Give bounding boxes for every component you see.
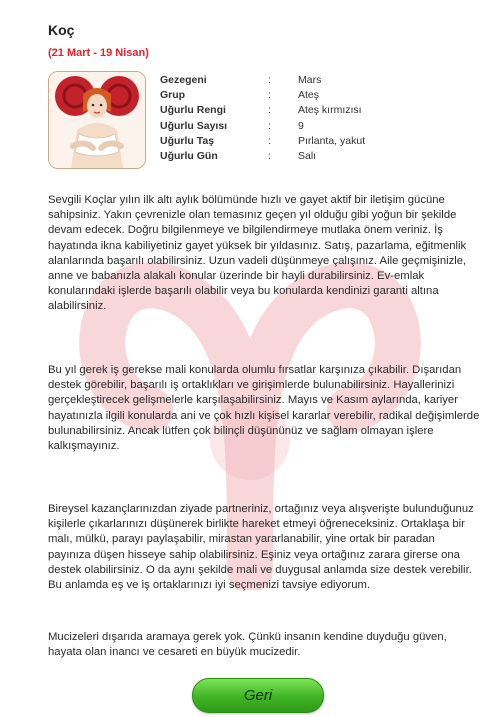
- horoscope-paragraph-3: Bireysel kazançlarınızdan ziyade partneriniz, ortağınız veya alışverişte bulunduğunuz kişilerle çıkarlarınızı düşünerek birlikte hareket etmeyi öğreneceksiniz. Ortaklaşa bir malı, mülkü, parayı paylaşabilir, mirastan yararlanabilir, yine ortak bir paradan payınıza düşen hisseye sahip olabilirsiniz. Eşiniz veya ortağınız zarara girerse ona destek olabilirsiniz. O da aynı şekilde mali ve duygusal anlamda size destek verebilir. Bu anlamda eş ve iş ortaklarınızı iyi seçmenizi tavsiye ediyorum.: [48, 503, 474, 592]
- horoscope-paragraph-1: Sevgili Koçlar yılın ilk altı aylık bölümünde hızlı ve gayet aktif bir iletişim gücüne sahipsiniz. Yakın çevrenizle olan temasınız geçen yıl olduğu gibi yoğun bir şekilde devam edecek. Doğru bilgilenmeye ve bilgilendirmeye mutlaka önem veriniz. İş hayatında ikna kabiliyetiniz gayet yüksek bir yıldasınız. Satış, pazarlama, eğitmenlik alanlarında başarılı olabilirsiniz. Uzun vadeli düşünmeye çalışınız. Aile geçmişinizle, anne ve babanızla alakalı konular üzerinde bir hayli durabilirsiniz. Ev-emlak konularındaki işlerde başarılı olabilir veya bu konularda kendinizi garanti altına alabilirsiniz.: [48, 194, 467, 313]
- sign-info-table: [160, 73, 365, 164]
- info-row-group: [160, 88, 365, 103]
- horoscope-paragraph-4: Mucizeleri dışarıda aramaya gerek yok. Çünkü insanın kendine duyduğu güven, hayata olan inancı ve cesareti en büyük mucizedir.: [48, 631, 447, 659]
- info-value: Salı: [298, 149, 317, 162]
- info-label: Uğurlu Taş: [160, 134, 215, 147]
- info-row-lucky-color: [160, 103, 365, 118]
- info-label: Uğurlu Sayısı: [160, 119, 228, 132]
- back-button-label: Geri: [243, 687, 273, 704]
- horoscope-paragraph-2: Bu yıl gerek iş gerekse mali konularda olumlu fırsatlar karşınıza çıkabilir. Dışarıdan destek görebilir, başarılı iş ortaklıkları ve girişimlerde bulunabilirsiniz. Hayallerinizi gerçekleştirecek gelişmelerle karşılaşabilirsiniz. Mayıs ve Kasım aylarında, kariyer hayatınızla ilgili konularda ani ve çok hızlı kişisel kararlar verebilir, radikal değişimlerde bulunabilirsiniz. Ancak lütfen çok bilinçli düşününüz ve sağlam olmayan işlere kalkışmayınız.: [48, 364, 480, 453]
- date-range: (21 Mart - 19 Nisan): [48, 47, 149, 59]
- info-colon: :: [268, 104, 271, 117]
- info-row-lucky-stone: [160, 134, 365, 149]
- page-title: Koç: [48, 22, 75, 38]
- info-value: Mars: [298, 74, 322, 86]
- aries-avatar-image: [48, 71, 146, 169]
- info-colon: :: [268, 149, 271, 162]
- info-colon: :: [268, 74, 271, 86]
- info-colon: :: [268, 119, 271, 132]
- info-value: 9: [298, 119, 304, 132]
- info-row-planet: [160, 73, 365, 88]
- info-colon: :: [268, 89, 271, 102]
- info-label: Grup: [160, 89, 186, 102]
- back-button[interactable]: [192, 678, 324, 713]
- info-value: Ateş: [298, 89, 320, 102]
- aries-illustration-icon: [49, 72, 145, 168]
- info-value: Pırlanta, yakut: [298, 134, 366, 147]
- info-row-lucky-day: [160, 149, 365, 164]
- info-colon: :: [268, 134, 271, 147]
- info-label: Uğurlu Gün: [160, 149, 218, 162]
- info-label: Gezegeni: [160, 74, 207, 86]
- info-value: Ateş kırmızısı: [298, 104, 362, 117]
- info-label: Uğurlu Rengi: [160, 104, 226, 117]
- info-row-lucky-number: [160, 119, 365, 134]
